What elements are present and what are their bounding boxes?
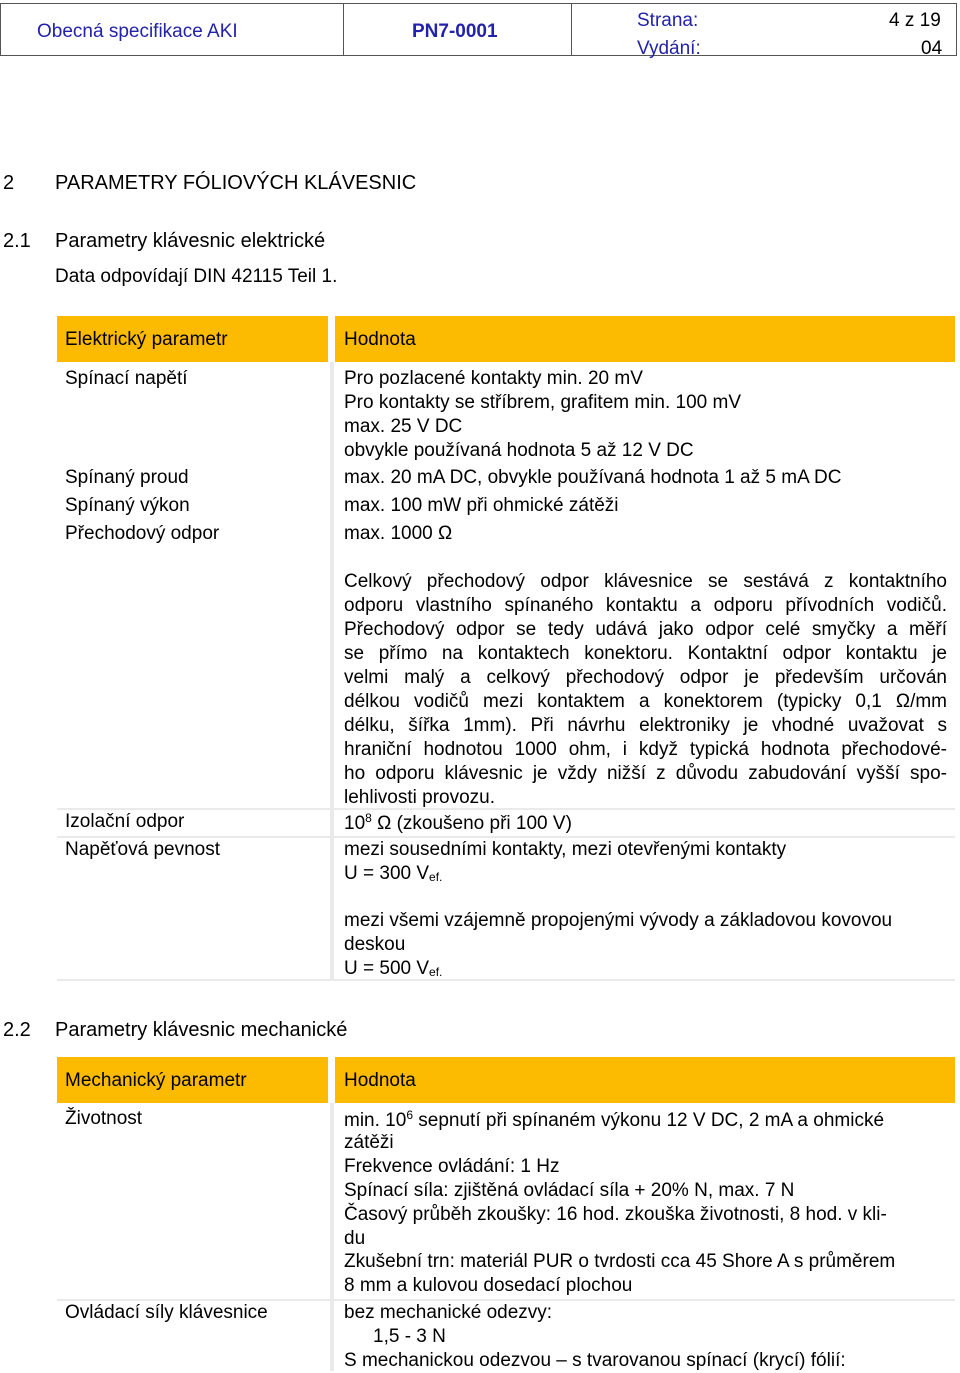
column-header-parameter: Elektrický parametr <box>65 329 228 350</box>
dielectric-strength-line <box>344 863 442 885</box>
description-line: délkou vodičů mezi kontaktem a konektorem (typicky 0,1 Ω/mm <box>344 691 947 712</box>
value-subscript: ef. <box>429 965 443 979</box>
param-lifetime: Životnost <box>65 1108 143 1129</box>
header-issue-label: Vydání: <box>637 38 701 59</box>
value-text: U = 300 V <box>344 863 430 884</box>
param-switched-power: Spínaný výkon <box>65 495 190 516</box>
section-title: Parametry klávesnic elektrické <box>55 230 326 252</box>
description-line: se přímo na kontaktech konektoru. Kontaktní odpor kontaktu je <box>344 643 947 664</box>
key-forces-line: S mechanickou odezvou – s tvarovanou spínací (krycí) fólií: <box>344 1350 846 1371</box>
dielectric-strength-line: mezi všemi vzájemně propojenými vývody a základovou kovovou <box>344 910 893 931</box>
section-2-1-heading <box>3 230 325 253</box>
lifetime-line: du <box>344 1228 366 1249</box>
column-divider <box>330 1103 334 1371</box>
value-exponent: 6 <box>406 1108 413 1122</box>
section-number: 2.2 <box>3 1019 31 1041</box>
header-issue-value: 04 <box>921 38 943 59</box>
switching-voltage-line: Pro pozlacené kontakty min. 20 mV <box>344 368 643 389</box>
section-2-heading <box>3 172 416 195</box>
switched-power-value: max. 100 mW při ohmické zátěži <box>344 495 619 516</box>
switching-voltage-line: max. 25 V DC <box>344 416 463 437</box>
insulation-resistance-value <box>344 811 572 835</box>
description-line: velmi malý a celkový přechodový odpor je především určován <box>344 667 947 688</box>
dielectric-strength-line <box>344 958 442 980</box>
lifetime-line <box>344 1108 884 1132</box>
dielectric-strength-line: deskou <box>344 934 406 955</box>
value-text: min. 10 <box>344 1110 407 1131</box>
value-exponent: 8 <box>365 811 372 825</box>
lifetime-line: Frekvence ovládání: 1 Hz <box>344 1156 560 1177</box>
table-header-cell <box>335 1057 955 1103</box>
lifetime-line: Spínací síla: zjištěná ovládací síla + 20% N, max. 7 N <box>344 1180 795 1201</box>
column-divider <box>330 362 334 981</box>
switching-voltage-line: Pro kontakty se stříbrem, grafitem min. 100 mV <box>344 392 742 413</box>
lifetime-line: Časový průběh zkoušky: 16 hod. zkouška životnosti, 8 hod. v kli- <box>344 1204 887 1225</box>
contact-resistance-description <box>344 570 947 810</box>
document-header <box>0 3 957 59</box>
description-line: hraniční hodnotou 1000 ohm, i když typická hodnota přechodové- <box>344 739 947 760</box>
lifetime-line: 8 mm a kulovou dosedací plochou <box>344 1275 633 1296</box>
header-page-value: 4 z 19 <box>889 10 941 31</box>
value-subscript: ef. <box>429 870 443 884</box>
description-line: Celkový přechodový odpor klávesnice se sestává z kontaktního <box>344 571 947 592</box>
section-number: 2 <box>3 172 15 194</box>
value-text: U = 500 V <box>344 958 430 979</box>
section-title: Parametry klávesnic mechanické <box>55 1019 348 1041</box>
description-line: lehlivosti provozu. <box>344 787 496 808</box>
value-text: Ω (zkoušeno při 100 V) <box>371 813 572 834</box>
description-line: délku, šířka 1mm). Při návrhu elektroniky je vhodné uvažovat s <box>344 715 947 736</box>
contact-resistance-value: max. 1000 Ω <box>344 523 453 544</box>
value-base: 10 <box>344 813 366 834</box>
dielectric-strength-line: mezi sousedními kontakty, mezi otevřenými kontakty <box>344 839 787 860</box>
lifetime-line: zátěži <box>344 1132 394 1153</box>
param-contact-resistance: Přechodový odpor <box>65 523 220 544</box>
column-header-value: Hodnota <box>344 1070 416 1091</box>
param-dielectric-strength: Napěťová pevnost <box>65 839 221 860</box>
param-switched-current: Spínaný proud <box>65 467 189 488</box>
header-divider <box>343 4 344 55</box>
section-number: 2.1 <box>3 230 31 252</box>
header-page-label: Strana: <box>637 10 699 31</box>
switching-voltage-line: obvykle používaná hodnota 5 až 12 V DC <box>344 440 694 461</box>
param-insulation-resistance: Izolační odpor <box>65 811 185 832</box>
table-header-cell <box>335 316 955 362</box>
column-header-parameter: Mechanický parametr <box>65 1070 247 1091</box>
lifetime-line: Zkušební trn: materiál PUR o tvrdosti cca 45 Shore A s průměrem <box>344 1251 896 1272</box>
description-line: odporu vlastního spínaného kontaktu a odporu přívodních vodičů. <box>344 595 947 616</box>
description-line: Přechodový odpor se tedy udává jako odpor celé smyčky a měří <box>344 619 947 640</box>
section-title: PARAMETRY FÓLIOVÝCH KLÁVESNIC <box>55 172 417 194</box>
row-divider <box>57 836 955 838</box>
param-key-forces: Ovládací síly klávesnice <box>65 1302 268 1323</box>
switched-current-value: max. 20 mA DC, obvykle používaná hodnota 1 až 5 mA DC <box>344 467 842 488</box>
header-document-title: Obecná specifikace AKI <box>37 21 238 42</box>
key-forces-line: bez mechanické odezvy: <box>344 1302 553 1323</box>
value-text: sepnutí při spínaném výkonu 12 V DC, 2 mA a ohmické <box>413 1110 885 1131</box>
row-divider <box>57 979 955 981</box>
description-line: ho odporu klávesnic je vždy nižší z důvodu zabudování vyšší spo- <box>344 763 947 784</box>
row-divider <box>57 1299 955 1301</box>
section-2-2-heading <box>3 1019 347 1042</box>
param-switching-voltage: Spínací napětí <box>65 368 188 389</box>
header-divider <box>571 4 572 55</box>
header-document-code: PN7-0001 <box>412 21 498 42</box>
column-header-value: Hodnota <box>344 329 416 350</box>
section-intro-text: Data odpovídají DIN 42115 Teil 1. <box>55 266 338 287</box>
key-forces-line: 1,5 - 3 N <box>373 1326 446 1347</box>
